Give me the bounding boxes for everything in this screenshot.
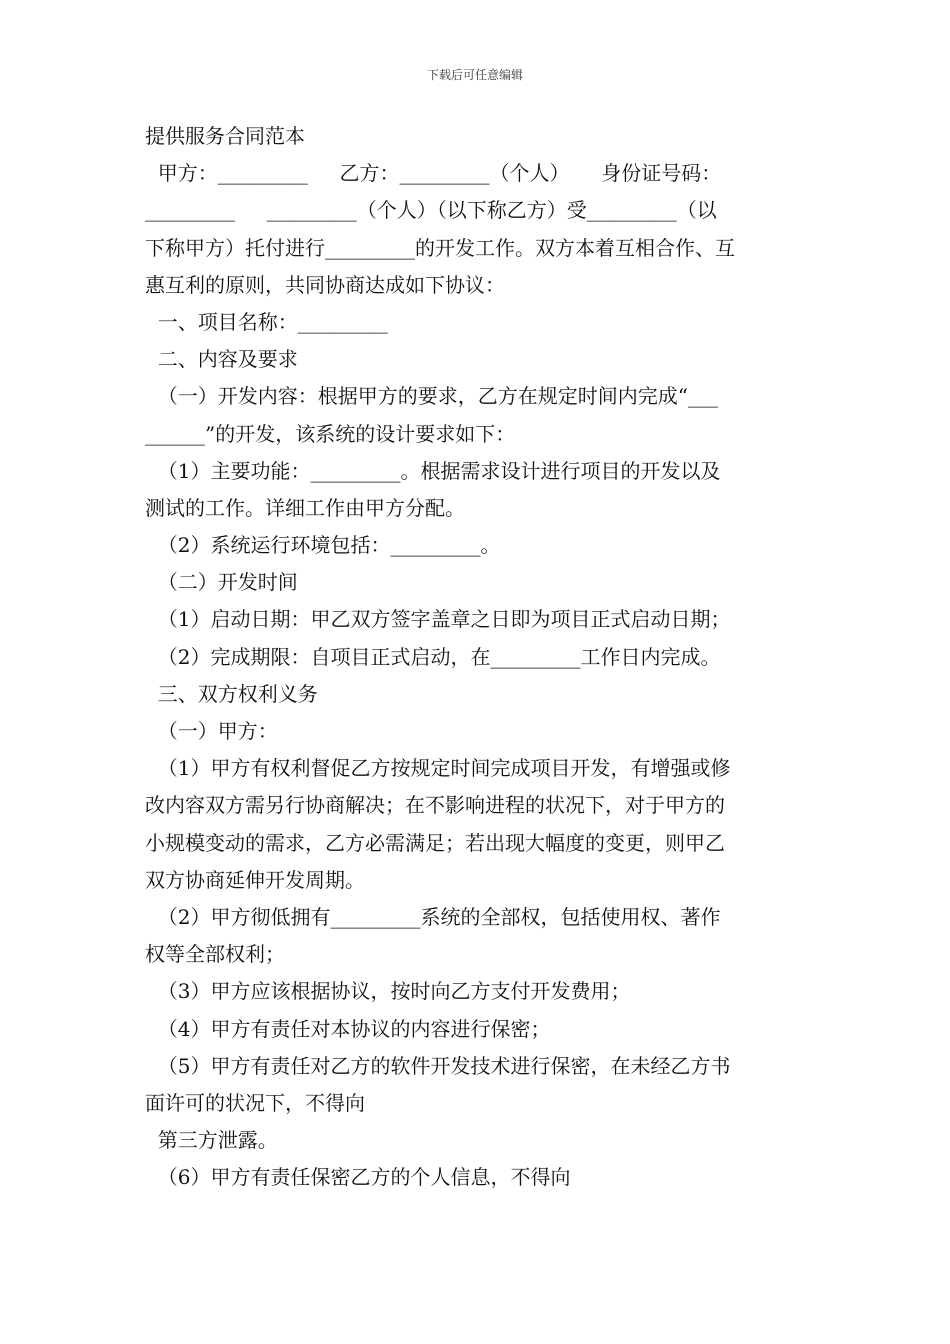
subsection-heading: （一）甲方： [145, 719, 278, 743]
page-header: 下载后可任意编辑 [426, 68, 523, 82]
body-line: 改内容双方需另行协商解决；在不影响进程的状况下，对于甲方的 [145, 793, 725, 818]
body-line: 权等全部权利； [145, 942, 285, 967]
body-line: （1）甲方有权利督促乙方按规定时间完成项目开发，有增强或修 [145, 756, 731, 781]
body-line: 下称甲方）托付进行_________的开发工作。双方本着互相合作、互 [145, 235, 735, 260]
body-line: 惠互利的原则，共同协商达成如下协议： [145, 272, 505, 297]
body-line: 小规模变动的需求，乙方必需满足；若出现大幅度的变更，则甲乙 [145, 830, 725, 855]
body-line: 双方协商延伸开发周期。 [145, 867, 365, 892]
section-heading: 一、项目名称：_________ [145, 309, 388, 334]
body-line: （1）启动日期：甲乙双方签字盖章之日即为项目正式启动日期； [145, 607, 731, 632]
body-line: （3）甲方应该根据协议，按时向乙方支付开发费用； [145, 979, 631, 1004]
body-line: ______”的开发，该系统的设计要求如下： [145, 421, 516, 446]
body-line: （2）系统运行环境包括：_________。 [145, 533, 501, 558]
subsection-heading: （二）开发时间 [145, 570, 298, 595]
body-line: 测试的工作。详细工作由甲方分配。 [145, 495, 465, 520]
body-line: 甲方：_________ 乙方：_________（个人） 身份证号码： [145, 161, 722, 186]
document-title: 提供服务合同范本 [145, 124, 305, 148]
body-line: _________ _________（个人）（以下称乙方）受_________（以 [145, 198, 717, 223]
body-line: （2）甲方彻低拥有_________系统的全部权，包括使用权、著作 [145, 904, 721, 929]
body-line: （1）主要功能：_________。根据需求设计进行项目的开发以及 [145, 458, 721, 483]
body-line: （一）开发内容：根据甲方的要求，乙方在规定时间内完成“___ [145, 384, 718, 409]
body-line: （6）甲方有责任保密乙方的个人信息，不得向 [145, 1165, 571, 1190]
body-line: 第三方泄露。 [145, 1128, 278, 1153]
body-line: （2）完成期限：自项目正式启动，在_________工作日内完成。 [145, 644, 721, 669]
contract-body [145, 118, 813, 1196]
body-line: 面许可的状况下，不得向 [145, 1090, 365, 1115]
body-line: （4）甲方有责任对本协议的内容进行保密； [145, 1016, 551, 1041]
section-heading: 三、双方权利义务 [145, 681, 318, 706]
body-line: （5）甲方有责任对乙方的软件开发技术进行保密，在未经乙方书 [145, 1053, 731, 1078]
section-heading: 二、内容及要求 [145, 347, 298, 372]
